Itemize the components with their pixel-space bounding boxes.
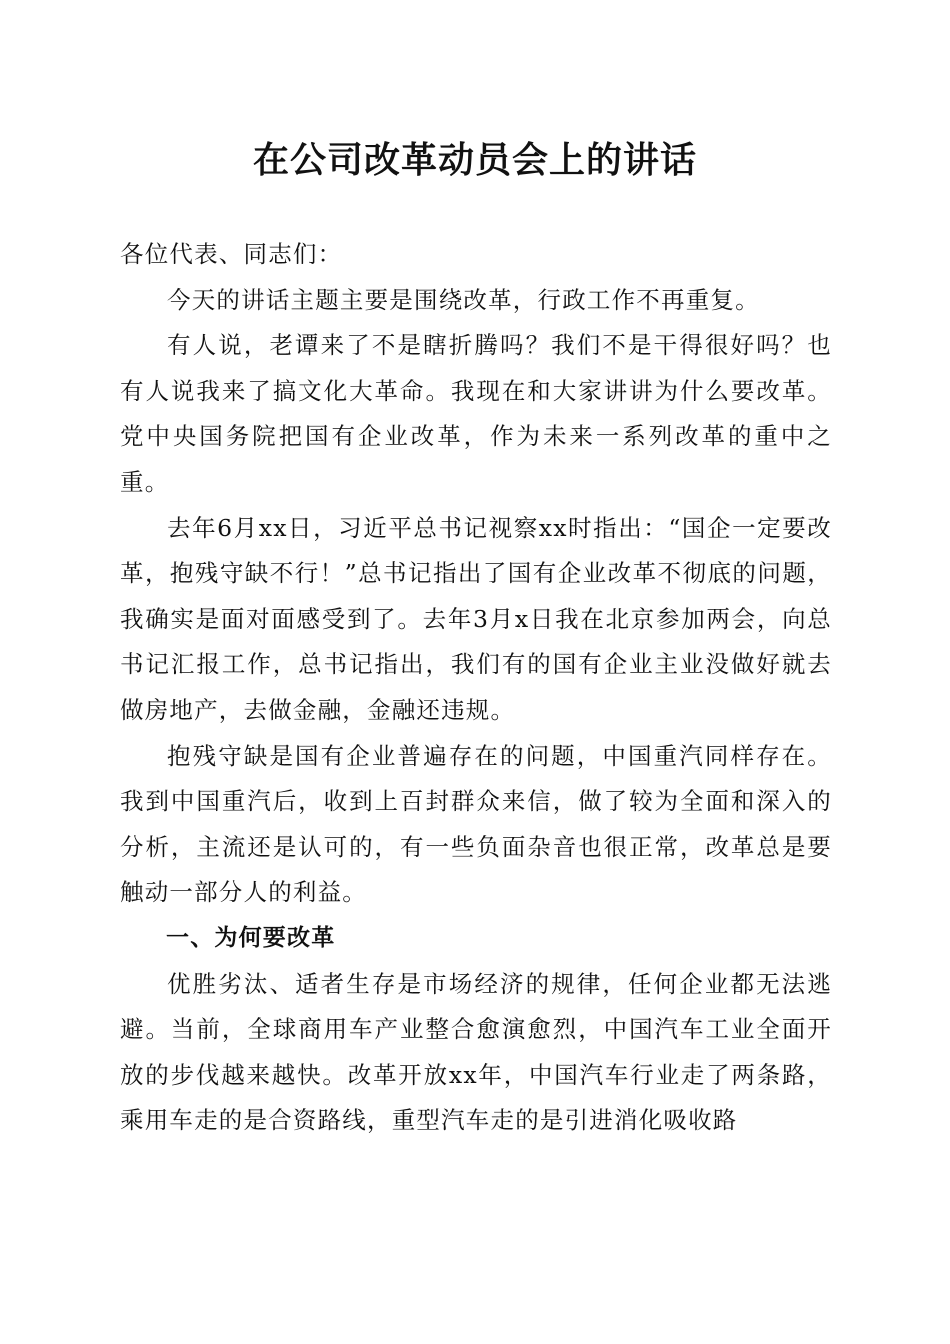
section-paragraph: 优胜劣汰、适者生存是市场经济的规律，任何企业都无法逃避。当前，全球商用车产业整合愈演愈烈，中国汽车工业全面开放的步伐越来越快。改革开放xx年，中国汽车行业走了两条路，乘用车走的是合资路线，重型汽车走的是引进消化吸收路: [120, 969, 832, 1135]
salutation: 各位代表、同志们：: [120, 240, 343, 268]
document-title: 在公司改革动员会上的讲话: [252, 139, 697, 181]
paragraph-4: 抱残守缺是国有企业普遍存在的问题，中国重汽同样存在。我到中国重汽后，收到上百封群众来信，做了较为全面和深入的分析，主流还是认可的，有一些负面杂音也很正常，改革总是要触动一部分人的利益。: [120, 741, 832, 907]
paragraph-3: 去年6月xx日，习近平总书记视察xx时指出：“国企一定要改革，抱残守缺不行！”总书记指出了国有企业改革不彻底的问题，我确实是面对面感受到了。去年3月x日我在北京参加两会，向总书记汇报工作，总书记指出，我们有的国有企业主业没做好就去做房地产，去做金融，金融还违规。: [120, 513, 832, 724]
document-body: [120, 232, 832, 1144]
section-heading: 一、为何要改革: [166, 924, 336, 951]
paragraph-1: 今天的讲话主题主要是围绕改革，行政工作不再重复。: [167, 285, 760, 314]
paragraph-2: 有人说，老谭来了不是瞎折腾吗？我们不是干得很好吗？也有人说我来了搞文化大革命。我现在和大家讲讲为什么要改革。党中央国务院把国有企业改革，作为未来一系列改革的重中之重。: [120, 331, 832, 496]
